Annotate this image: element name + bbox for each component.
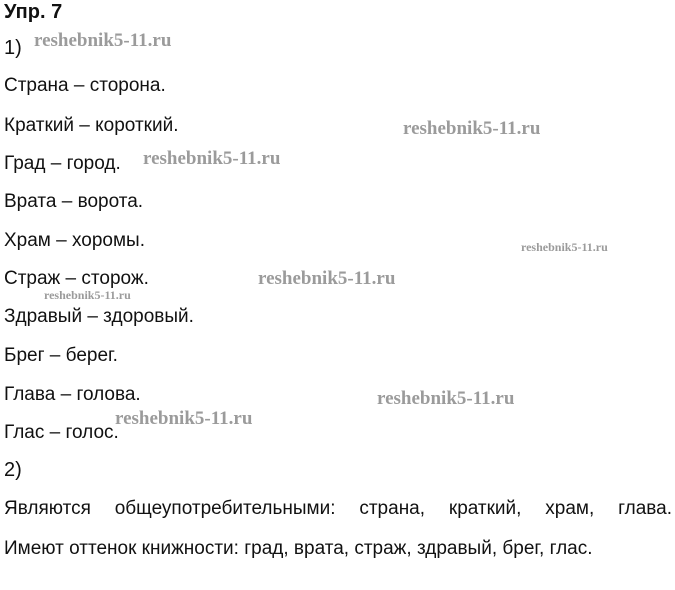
pair-line: Град – город.	[4, 153, 121, 174]
watermark: reshebnik5-11.ru	[115, 408, 253, 429]
pair-line: Храм – хоромы.	[4, 230, 145, 251]
watermark: reshebnik5-11.ru	[44, 288, 131, 302]
pair-line: Глас – голос.	[4, 422, 119, 443]
pair-line: Врата – ворота.	[4, 191, 144, 212]
pair-line: Краткий – короткий.	[4, 115, 179, 136]
pair-line: Здравый – здоровый.	[4, 306, 194, 327]
watermark: reshebnik5-11.ru	[403, 118, 541, 139]
watermark: reshebnik5-11.ru	[377, 388, 515, 409]
watermark: reshebnik5-11.ru	[34, 30, 172, 51]
pair-line: Брег – берег.	[4, 345, 118, 366]
bookish-words-line: Имеют оттенок книжности: град, врата, страж, здравый, брег, глас.	[4, 538, 593, 559]
part2-label: 2)	[4, 459, 22, 481]
pair-line: Страж – сторож.	[4, 268, 149, 289]
watermark: reshebnik5-11.ru	[143, 148, 281, 169]
common-words-line: Являются общеупотребительными: страна, краткий, храм, глава.	[4, 498, 672, 519]
watermark: reshebnik5-11.ru	[258, 268, 396, 289]
pair-line: Глава – голова.	[4, 384, 141, 405]
watermark: reshebnik5-11.ru	[521, 240, 608, 254]
part1-label: 1)	[4, 37, 22, 59]
pair-line: Страна – сторона.	[4, 75, 166, 96]
exercise-heading: Упр. 7	[4, 1, 63, 23]
